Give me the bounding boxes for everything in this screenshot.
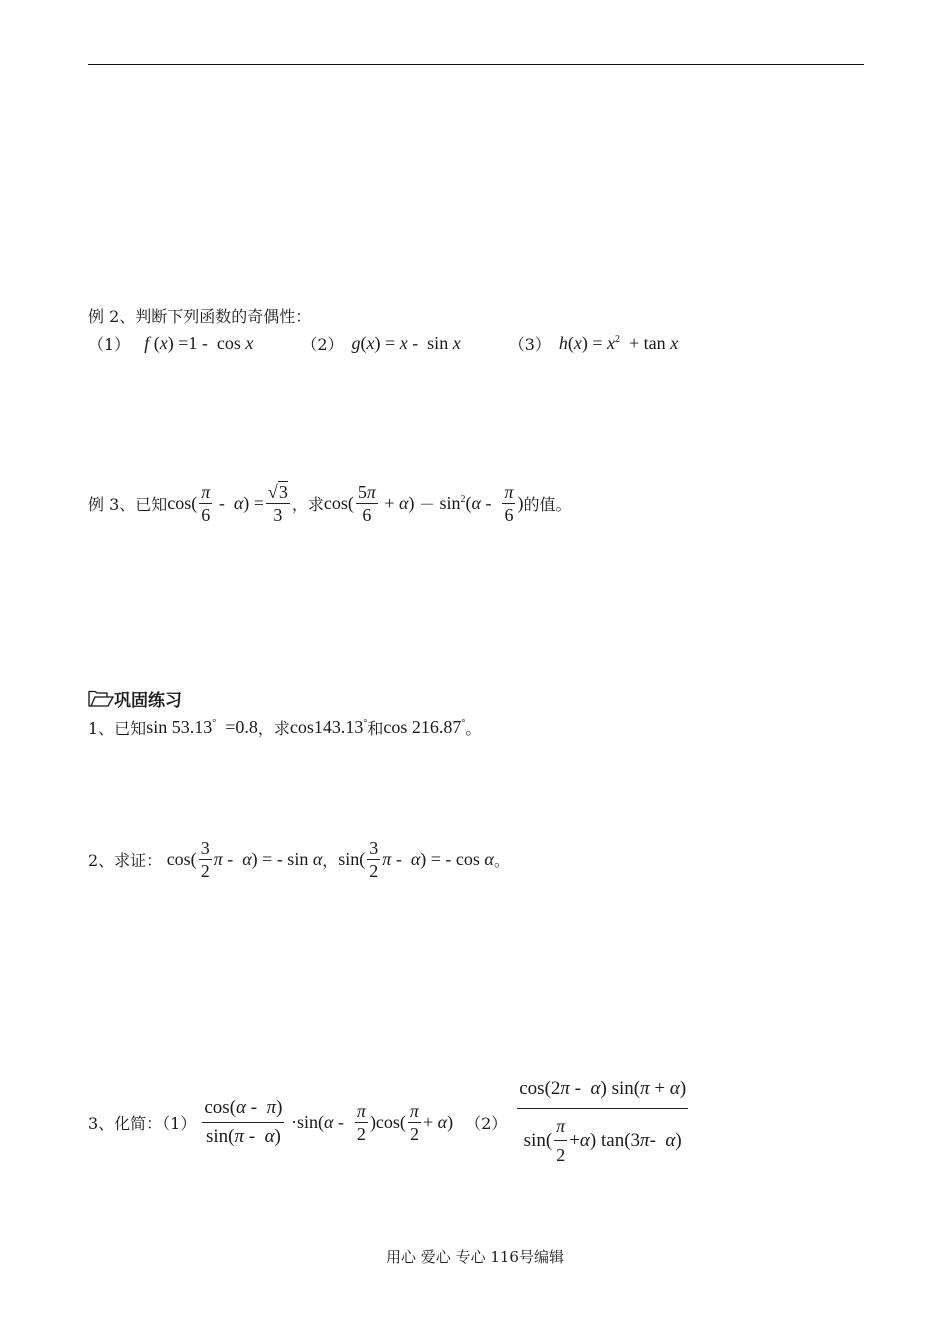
fraction-3-over-2: $\frac{3}{2}$ [369, 838, 379, 881]
section-title: 巩固练习 [114, 691, 182, 711]
question-2: 2、求证： cos( $\frac{3}{2}$ π - α) = - sin α ， sin( $\frac{3}{2}$ π - α) = - cos α 。 [88, 838, 510, 881]
formula-f: f (x) =1 - cos x [144, 333, 254, 353]
example-3: 例 3、已知 cos( $\frac{\pi}{6}$ - α) = $\frac{√3}{3}$ ，求 cos( $\frac{5\pi}{6}$ + α) － $\sin^2(\alpha$ - $\frac{\pi}{6}$ ) 的值。 [88, 482, 572, 525]
fraction-pi-over-2: $\frac{\pi}{2}$ [356, 1100, 366, 1144]
fraction-pi-over-6: $\frac{\pi}{6}$ [504, 482, 514, 525]
fraction-pi-over-6: $\frac{\pi}{6}$ [201, 482, 211, 525]
formula-g: g(x) = x - sin x [351, 333, 461, 353]
fraction-compound: cos(2π - α) sin(π + α) sin( $\frac{\pi}{2}$ + α ) tan(3 π - α ) [519, 1078, 687, 1165]
fraction-sqrt3-over-3: $\frac{√3}{3}$ [267, 482, 288, 525]
open-folder-icon [88, 690, 114, 708]
part-1-label: （1） [88, 335, 131, 354]
fraction-5pi-over-6: $\frac{5\pi}{6}$ [357, 482, 376, 525]
fraction-3-over-2: $\frac{3}{2}$ [200, 838, 210, 881]
header-rule [88, 64, 864, 65]
question-3: 3、化简：（1） $\frac{\cos(\alpha - \pi)}{\sin(\pi - \alpha)}$ ·sin(α - $\frac{\pi}{2}$ )cos( $\frac{\pi}{2}$ + α) （2） cos(2π - α) sin(π + α) sin( $\frac{\pi}{2}$ + α ) tan(3 π - α ) [88, 1076, 690, 1168]
fraction-pi-over-2: $\frac{\pi}{2}$ [409, 1100, 419, 1144]
page-footer: 用心 爱心 专心 116号编辑 [386, 1248, 564, 1266]
part-2-label: （2） [465, 1113, 508, 1133]
part-3-label: （3） [508, 335, 551, 354]
question-1: 1、已知 sin 53.13° =0.8 ，求 cos143.13° 和 cos 216.87° 。 [88, 717, 482, 738]
section-heading [88, 686, 182, 711]
example-2-intro: 例 2、判断下列函数的奇偶性： [88, 307, 312, 326]
part-2-label: （2） [301, 335, 344, 354]
formula-h: $h(x) = x^2 + \tan x$ [558, 333, 679, 353]
example-2-functions [88, 332, 678, 355]
fraction-cos-over-sin: $\frac{\cos(\alpha - \pi)}{\sin(\pi - \alpha)}$ [204, 1096, 283, 1147]
